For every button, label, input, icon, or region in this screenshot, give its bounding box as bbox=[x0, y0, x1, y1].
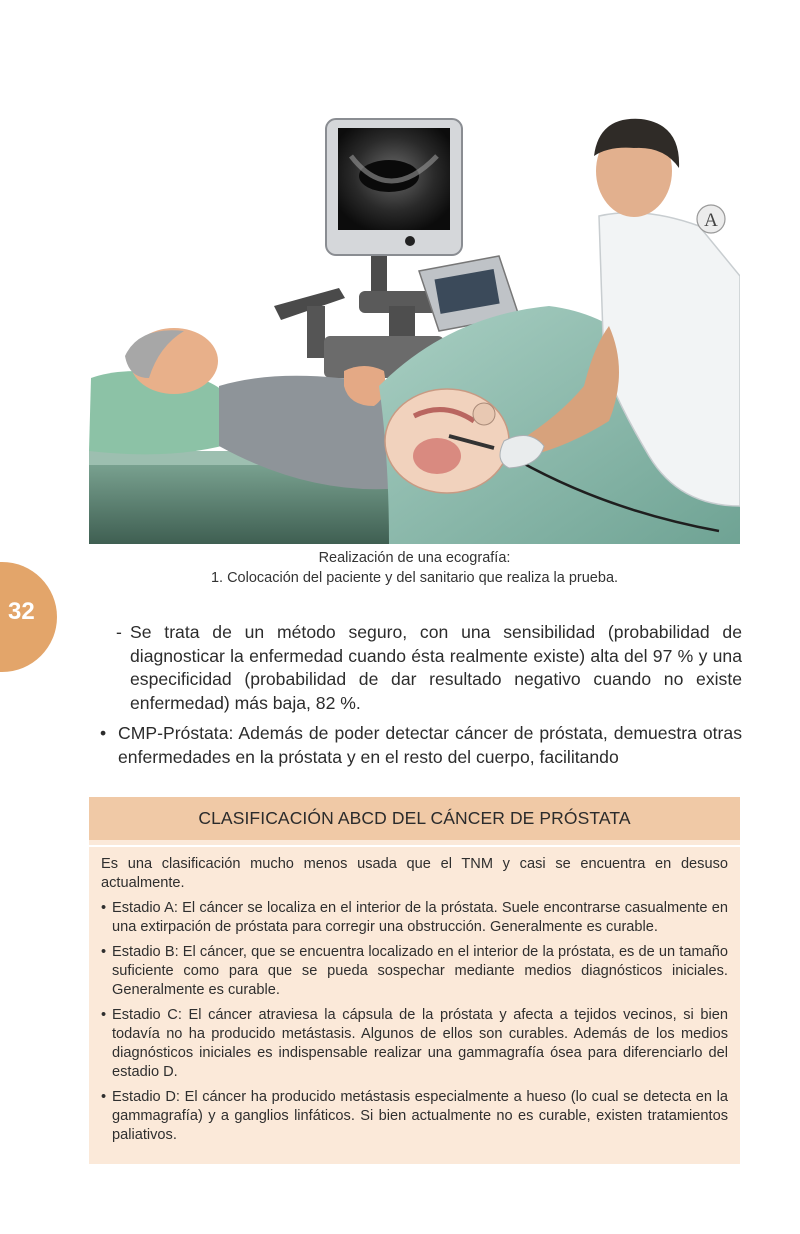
dash-item-text: Se trata de un método seguro, con una sensibilidad (probabilidad de diagnosticar la enfermedad cuando ésta realmente existe) alta del 97 % y una especificidad (probabilidad de dar resultado negativo cuando no existe enfermedad) más baja, 82 %. bbox=[130, 622, 742, 713]
stage-bullet: • bbox=[101, 1089, 107, 1105]
body-text bbox=[100, 621, 742, 769]
box-intro: Es una clasificación mucho menos usada que el TNM y casi se encuentra en desuso actualmente. bbox=[101, 856, 728, 891]
stage-b-text: Estadio B: El cáncer, que se encuentra localizado en el interior de la próstata, es de un tamaño suficiente como para que se pueda sospechar mediante medios diagnósticos iniciales. Generalmente es curable. bbox=[112, 944, 728, 998]
label-a-text: A bbox=[704, 210, 718, 231]
stage-bullet: • bbox=[101, 1007, 107, 1023]
stage-bullet: • bbox=[101, 944, 107, 960]
figure-caption bbox=[89, 548, 740, 588]
stage-c-text: Estadio C: El cáncer atraviesa la cápsula de la próstata y afecta a tejidos vecinos, si bien todavía no ha producido metástasis. Algunos de ellos son curables. Además de los medios diagnósticos iniciales es indispensable realizar una gammagrafía ósea para diferenciarlo del estadio D. bbox=[112, 1007, 728, 1080]
stage-a-text: Estadio A: El cáncer se localiza en el interior de la próstata. Suele encontrarse casualmente en una extirpación de próstata para corregir una obstrucción. Generalmente es curable. bbox=[112, 900, 728, 935]
stage-item bbox=[101, 899, 728, 937]
dash-marker: - bbox=[116, 622, 122, 642]
dash-list-item bbox=[100, 621, 742, 715]
box-body bbox=[89, 847, 740, 1145]
stage-item bbox=[101, 1088, 728, 1145]
ultrasound-scene-drawing bbox=[89, 116, 740, 544]
bullet-item-text: CMP-Próstata: Además de poder detectar cáncer de próstata, demuestra otras enfermedades en la próstata y en el resto del cuerpo, facilitando bbox=[118, 723, 742, 767]
caption-line-1: Realización de una ecografía: bbox=[318, 550, 511, 566]
caption-line-2: 1. Colocación del paciente y del sanitario que realiza la prueba. bbox=[210, 570, 619, 586]
page-number: 32 bbox=[8, 598, 35, 625]
page-number-tab bbox=[0, 562, 57, 672]
bullet-list-item bbox=[100, 722, 742, 769]
classification-box bbox=[89, 797, 740, 1164]
stage-d-text: Estadio D: El cáncer ha producido metástasis especialmente a hueso (lo cual se detecta en la gammagrafía) y a ganglios linfáticos. Si bien actualmente no es curable, existen tratamientos paliativos. bbox=[112, 1089, 728, 1143]
bullet-marker: • bbox=[100, 723, 107, 743]
stage-item bbox=[101, 1006, 728, 1082]
stage-bullet: • bbox=[101, 900, 107, 916]
box-title: CLASIFICACIÓN ABCD DEL CÁNCER DE PRÓSTATA bbox=[89, 797, 740, 840]
ultrasound-illustration bbox=[89, 116, 740, 544]
stage-item bbox=[101, 943, 728, 1000]
